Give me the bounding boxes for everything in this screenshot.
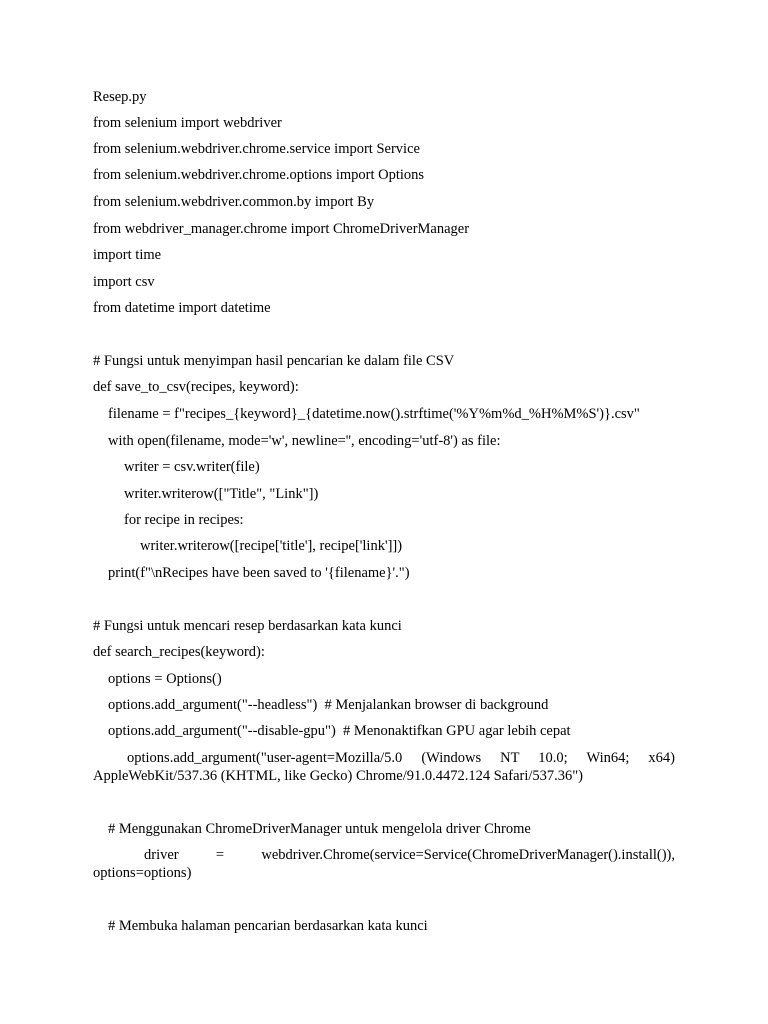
code-line: from selenium.webdriver.common.by import By [93,194,375,210]
code-line: print(f"\nRecipes have been saved to '{filename}'.") [108,565,410,581]
code-line: from webdriver_manager.chrome import ChromeDriverManager [93,221,470,237]
code-line: from selenium.webdriver.chrome.service import Service [93,141,420,157]
code-line: writer = csv.writer(file) [124,459,260,475]
code-comment: # Menggunakan ChromeDriverManager untuk mengelola driver Chrome [108,821,531,837]
file-title: Resep.py [93,89,147,105]
code-comment: # Fungsi untuk menyimpan hasil pencarian ke dalam file CSV [93,353,455,369]
code-line: from selenium.webdriver.chrome.options import Options [93,167,425,183]
code-line: def save_to_csv(recipes, keyword): [93,379,299,395]
code-line: writer.writerow([recipe['title'], recipe['link']]) [140,538,403,554]
code-line: options.add_argument("--headless") # Menjalankan browser di background [108,697,549,713]
code-comment: # Fungsi untuk mencari resep berdasarkan kata kunci [93,618,402,634]
code-line: from datetime import datetime [93,300,271,316]
code-line: import csv [93,274,155,290]
code-line: from selenium import webdriver [93,115,282,131]
code-line: options = Options() [108,671,222,687]
code-line: options.add_argument("user-agent=Mozilla/5.0 (Windows NT 10.0; Win64; x64) [127,750,675,766]
code-line: for recipe in recipes: [124,512,244,528]
code-line: filename = f"recipes_{keyword}_{datetime.now().strftime('%Y%m%d_%H%M%S')}.csv" [108,406,640,422]
code-line: import time [93,247,162,263]
code-line: def search_recipes(keyword): [93,644,265,660]
code-line: driver = webdriver.Chrome(service=Service(ChromeDriverManager().install()), [144,847,675,863]
code-line: writer.writerow(["Title", "Link"]) [124,486,319,502]
code-line: with open(filename, mode='w', newline='', encoding='utf-8') as file: [108,433,501,449]
code-line: options.add_argument("--disable-gpu") # Menonaktifkan GPU agar lebih cepat [108,723,571,739]
code-line: options=options) [93,865,192,881]
code-line: AppleWebKit/537.36 (KHTML, like Gecko) Chrome/91.0.4472.124 Safari/537.36") [93,768,584,784]
code-comment: # Membuka halaman pencarian berdasarkan kata kunci [108,918,428,934]
